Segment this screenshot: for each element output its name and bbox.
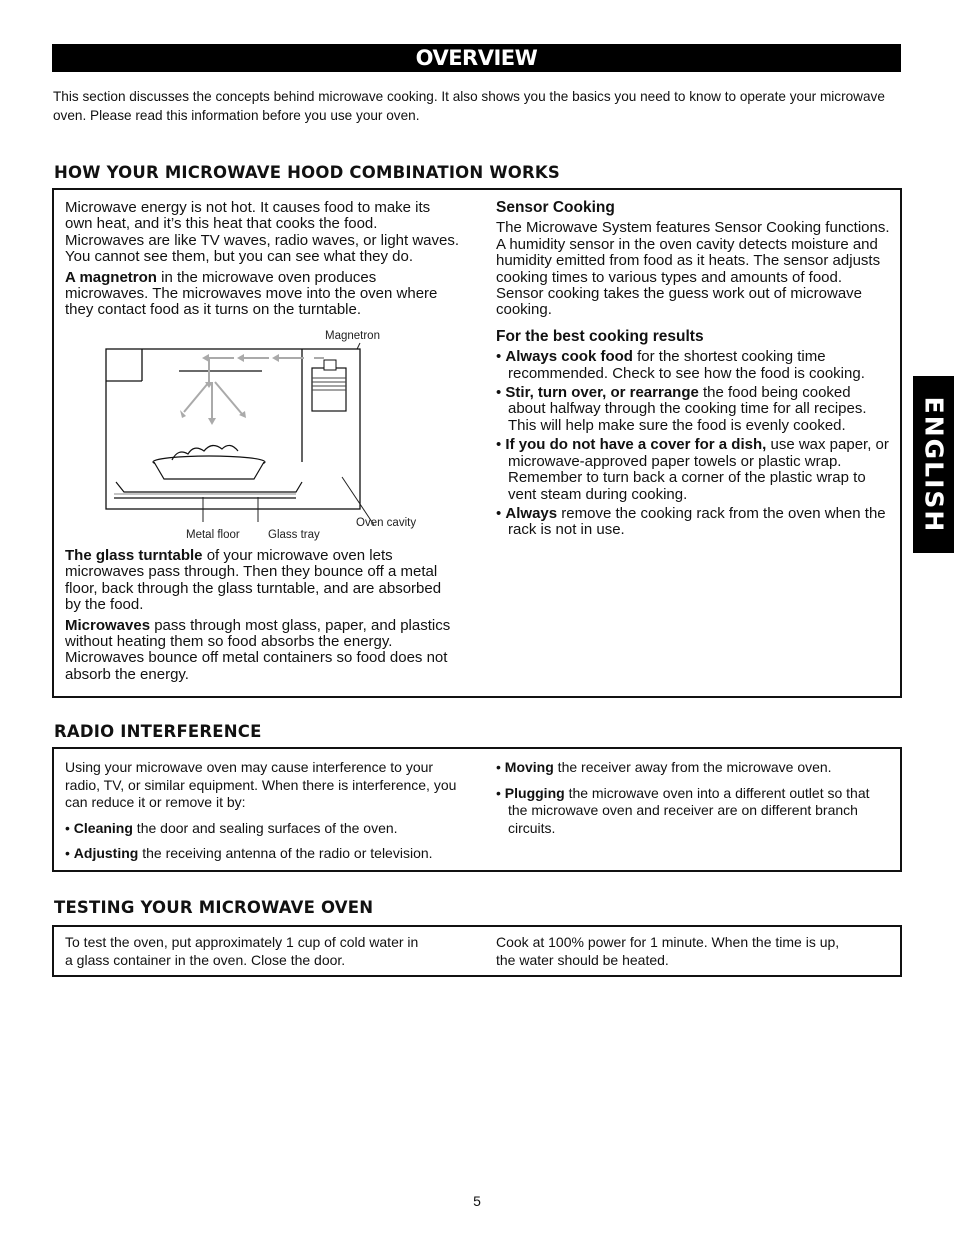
- diagram-label-metal-floor: Metal floor: [186, 529, 240, 541]
- list-item: • Adjusting the receiving antenna of the radio or television.: [65, 845, 433, 861]
- paragraph-microwaves: [65, 618, 460, 684]
- how-it-works-left-column: [65, 200, 460, 323]
- bold-lead: Microwaves: [65, 616, 151, 634]
- paragraph-radio-intro: Using your microwave oven may cause interference to your radio, TV, or similar equipment. When there is interference, you can reduce it or remove it by:: [65, 759, 457, 810]
- list-item-text: the food being cooked about halfway through the cooking time for all recipes. This will help make sure the food is evenly cooked.: [508, 384, 867, 434]
- section-box-testing: [52, 925, 902, 977]
- list-item: • Always remove the cooking rack from the oven when the rack is not in use.: [496, 504, 886, 539]
- list-item: • If you do not have a cover for a dish, use wax paper, or microwave-approved paper towels or plastic wrap. Remember to turn back a corner of the plastic wrap to vent steam during cooking.: [496, 436, 889, 503]
- list-item-text: for the shortest cooking time recommended. Check to see how the food is cooking.: [508, 348, 865, 382]
- page-number: 5: [473, 1193, 481, 1209]
- page-banner: OVERVIEW: [52, 44, 901, 72]
- radio-left-column: [65, 759, 460, 871]
- paragraph-glass-turntable: [65, 548, 460, 614]
- how-it-works-right-column: [496, 200, 891, 542]
- list-item: • Plugging the microwave oven into a different outlet so that the microwave oven and receiver are on different branch circuits.: [496, 784, 870, 836]
- how-it-works-left-column-bottom: [65, 548, 460, 687]
- bold-lead: Plugging: [504, 784, 565, 801]
- list-item: • Moving the receiver away from the microwave oven.: [496, 759, 832, 775]
- diagram-label-oven-cavity: Oven cavity: [356, 517, 417, 529]
- paragraph-text: pass through most glass, paper, and plastics without heating them so food absorbs the energy. Microwaves bounce off metal containers so food does not absorb the energy.: [65, 616, 451, 683]
- intro-paragraph: This section discusses the concepts behind microwave cooking. It also shows you the basics you need to know to operate your microwave oven. Please read this information before you use your oven.: [53, 89, 885, 123]
- bold-lead: A magnetron: [65, 268, 157, 286]
- radio-right-column: [496, 759, 876, 845]
- subheading-best-results: For the best cooking results: [496, 327, 704, 345]
- testing-right-column: [496, 934, 856, 977]
- list-item: • Stir, turn over, or rearrange the food being cooked about halfway through the cooking time for all recipes. This will help make sure the food is evenly cooked.: [496, 384, 867, 434]
- paragraph-microwave-energy: Microwave energy is not hot. It causes food to make its own heat, and it’s this heat that cooks the food. Microwaves are like TV waves, radio waves, or light waves. You cannot see them, but you can see what they do.: [65, 199, 460, 266]
- list-item-text: use wax paper, or microwave-approved paper towels or plastic wrap. Remember to turn back a corner of the plastic wrap to vent steam during cooking.: [508, 436, 889, 503]
- bold-lead: Stir, turn over, or rearrange: [505, 384, 699, 402]
- diagram-label-glass-tray: Glass tray: [268, 529, 320, 541]
- paragraph-testing-right: Cook at 100% power for 1 minute. When the time is up, the water should be heated.: [496, 934, 840, 968]
- list-item-text: remove the cooking rack from the oven when the rack is not in use.: [508, 504, 886, 539]
- paragraph-testing-left: To test the oven, put approximately 1 cup of cold water in a glass container in the oven. Close the door.: [65, 934, 419, 968]
- list-item-text: the microwave oven into a different outlet so that the microwave oven and receiver are on different branch circuits.: [508, 784, 870, 836]
- language-tab-label: ENGLISH: [919, 396, 948, 533]
- list-item-text: the receiver away from the microwave oven.: [553, 759, 832, 775]
- paragraph-magnetron: [65, 270, 460, 319]
- list-item-text: the receiving antenna of the radio or television.: [138, 845, 433, 861]
- subheading-sensor-cooking: Sensor Cooking: [496, 199, 615, 216]
- section-title-testing: TESTING YOUR MICROWAVE OVEN: [54, 898, 374, 917]
- microwave-diagram: [84, 322, 464, 544]
- section-box-how-it-works: [52, 188, 902, 698]
- bold-lead: Cleaning: [73, 819, 133, 836]
- bold-lead: The glass turntable: [65, 547, 203, 564]
- bold-lead: Adjusting: [73, 845, 139, 861]
- list-item-text: the door and sealing surfaces of the oven.: [132, 819, 398, 836]
- bold-lead: Always: [505, 504, 558, 522]
- bold-lead: Always cook food: [505, 348, 633, 366]
- list-item: • Cleaning the door and sealing surfaces of the oven.: [65, 819, 398, 836]
- list-item: • Always cook food for the shortest cooking time recommended. Check to see how the food is cooking.: [496, 348, 865, 382]
- section-title-radio-interference: RADIO INTERFERENCE: [54, 722, 262, 741]
- section-box-radio-interference: [52, 747, 902, 872]
- bold-lead: Moving: [504, 759, 554, 775]
- language-tab: [913, 376, 954, 553]
- bold-lead: If you do not have a cover for a dish,: [505, 436, 767, 454]
- paragraph-sensor-cooking: The Microwave System features Sensor Cooking functions. A humidity sensor in the oven cavity detects moisture and humidity emitted from food as it heats. The sensor adjusts cooking times to various types and amounts of food. Sensor cooking takes the guess work out of microwave cooking.: [496, 219, 890, 319]
- diagram-label-magnetron: Magnetron: [325, 330, 380, 342]
- testing-left-column: [65, 934, 425, 977]
- section-title-how-it-works: HOW YOUR MICROWAVE HOOD COMBINATION WORKS: [54, 163, 560, 182]
- paragraph-text: of your microwave oven lets microwaves pass through. Then they bounce off a metal floor, back through the glass turntable, and are absorbed by the food.: [65, 547, 442, 614]
- paragraph-text: in the microwave oven produces microwaves. The microwaves move into the oven where they contact food as it turns on the turntable.: [65, 268, 438, 319]
